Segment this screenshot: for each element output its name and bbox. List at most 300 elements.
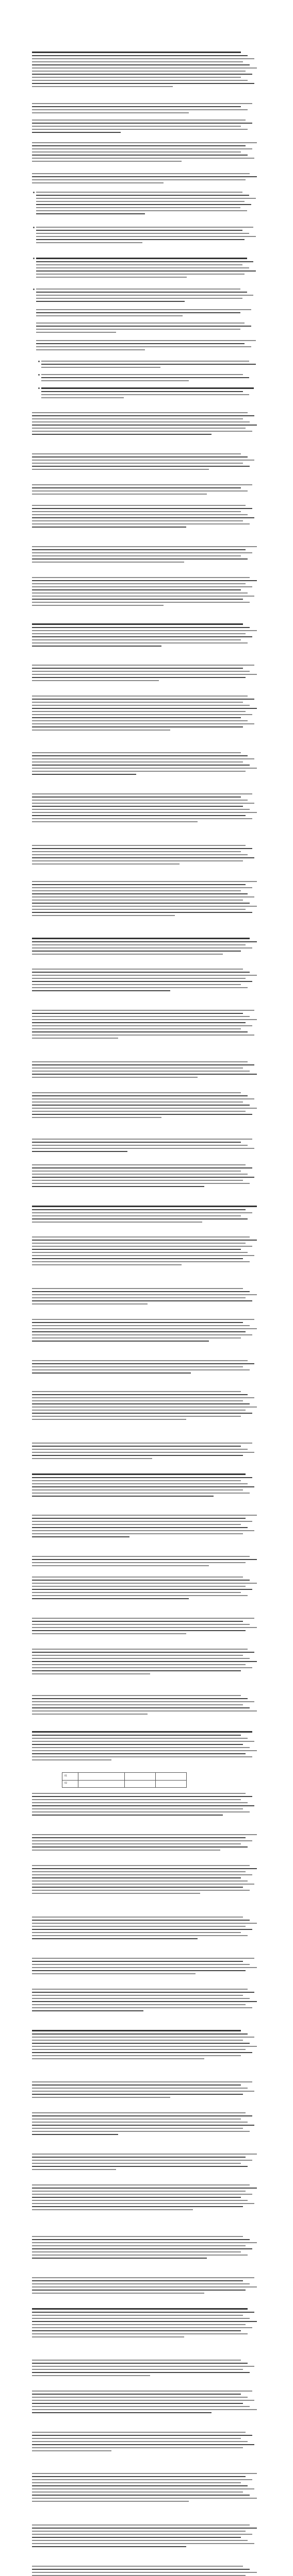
text-line (32, 1483, 248, 1484)
text-line (32, 508, 252, 509)
text-line (32, 1486, 254, 1487)
text-line (32, 1556, 250, 1557)
text-paragraph (32, 1865, 259, 1896)
text-line (32, 1297, 246, 1298)
text-paragraph (32, 2524, 259, 2549)
text-line (32, 103, 252, 104)
table-cell: 02 (64, 1782, 68, 1784)
text-line (32, 2119, 241, 2120)
text-line (32, 2412, 211, 2413)
text-line (36, 323, 245, 324)
text-line (32, 1410, 246, 1411)
text-line (32, 1212, 252, 1213)
text-paragraph (32, 1989, 259, 2013)
text-paragraph (32, 1618, 259, 1636)
text-line (32, 1834, 257, 1835)
text-line (32, 941, 257, 942)
text-line (32, 2360, 241, 2361)
text-line (32, 723, 254, 724)
text-line (32, 1850, 220, 1851)
text-line (32, 884, 246, 885)
text-line (32, 2531, 246, 2532)
text-line (32, 466, 250, 467)
text-line (32, 58, 254, 59)
text-line (32, 1618, 254, 1619)
text-line (32, 2286, 257, 2287)
text-line (32, 2432, 246, 2433)
text-paragraph (32, 142, 259, 164)
text-line (32, 2498, 257, 2499)
text-line (36, 312, 240, 313)
text-line (32, 580, 257, 581)
text-paragraph (36, 323, 258, 335)
text-line (32, 1064, 254, 1065)
text-line (32, 1586, 246, 1587)
text-line (32, 1923, 257, 1924)
text-paragraph (32, 1443, 259, 1461)
text-line (32, 1877, 241, 1878)
text-line (32, 1661, 257, 1662)
text-line (36, 192, 242, 193)
text-paragraph (32, 484, 259, 497)
text-line (32, 1139, 252, 1140)
text-line (32, 1288, 243, 1289)
text-line (32, 1970, 246, 1971)
text-paragraph (32, 2184, 259, 2212)
text-paragraph (32, 1834, 259, 1853)
text-line (32, 2366, 254, 2367)
text-paragraph (32, 1958, 259, 1976)
text-line (32, 984, 241, 985)
text-paragraph (32, 173, 259, 185)
text-paragraph (32, 546, 259, 565)
list-bullet (38, 374, 40, 376)
text-line (32, 1016, 250, 1017)
text-line (32, 1419, 186, 1420)
text-line (32, 80, 248, 81)
text-line (32, 1710, 257, 1711)
text-line (32, 2277, 254, 2278)
text-line (32, 2242, 257, 2243)
text-line (32, 173, 250, 174)
text-line (32, 951, 241, 952)
text-line (32, 2435, 252, 2436)
text-line (32, 633, 246, 634)
text-line (32, 1019, 257, 1020)
text-line (32, 1337, 241, 1338)
text-line (32, 1577, 243, 1578)
text-line (32, 1958, 254, 1959)
text-line (32, 800, 248, 801)
text-line (32, 109, 248, 110)
text-line (32, 2488, 254, 2489)
text-line (32, 1105, 250, 1106)
text-line (41, 364, 256, 365)
text-line (32, 711, 246, 712)
text-paragraph (32, 1473, 259, 1499)
text-paragraph (36, 258, 258, 280)
text-line (36, 258, 247, 259)
text-line (32, 1893, 200, 1894)
text-line (32, 1222, 202, 1223)
text-line (32, 86, 173, 87)
text-line (32, 2540, 248, 2541)
text-paragraph (32, 1319, 259, 1344)
text-line (32, 954, 223, 955)
text-line (32, 142, 257, 143)
text-line (36, 201, 245, 202)
text-line (32, 806, 243, 807)
text-line (32, 1741, 254, 1742)
text-paragraph (32, 2566, 259, 2576)
table-column-divider (124, 1773, 125, 1787)
text-paragraph (32, 412, 259, 437)
text-line (32, 2203, 254, 2204)
text-line (32, 646, 161, 647)
text-line (32, 1397, 254, 1398)
text-line (32, 1621, 243, 1622)
text-line (32, 1738, 248, 1739)
text-line (32, 1455, 243, 1456)
text-line (32, 2534, 252, 2535)
text-line (32, 1843, 241, 1844)
text-line (32, 1303, 148, 1304)
text-line (32, 2122, 248, 2123)
text-line (32, 1938, 198, 1939)
text-line (32, 2312, 254, 2313)
text-paragraph (32, 505, 259, 530)
text-line (32, 179, 246, 180)
text-line (32, 1077, 198, 1078)
text-line (36, 301, 185, 302)
text-line (32, 469, 209, 470)
text-line (32, 558, 248, 560)
text-line (32, 677, 246, 678)
text-line (32, 1174, 248, 1175)
text-line (32, 123, 252, 124)
text-line (32, 752, 241, 753)
text-line (32, 2184, 250, 2185)
text-line (41, 377, 249, 378)
text-line (32, 1530, 254, 1531)
text-line (32, 793, 252, 794)
text-line (32, 520, 243, 521)
text-line (32, 1701, 254, 1702)
text-line (36, 343, 245, 344)
text-line (32, 1884, 254, 1885)
text-line (32, 1802, 248, 1803)
text-line (32, 412, 248, 413)
text-line (32, 1559, 257, 1560)
text-line (32, 418, 243, 419)
text-line (32, 887, 252, 888)
text-line (32, 2239, 250, 2240)
text-line (32, 2441, 248, 2442)
text-line (32, 758, 254, 759)
text-line (32, 2293, 204, 2294)
text-line (36, 207, 240, 208)
text-line (32, 2154, 257, 2155)
text-line (32, 2447, 243, 2448)
text-line (32, 1493, 250, 1494)
text-line (32, 1714, 148, 1715)
text-line (32, 1658, 250, 1659)
text-line (32, 2438, 241, 2439)
text-line (32, 912, 252, 913)
text-line (32, 1300, 252, 1301)
text-line (32, 1811, 250, 1812)
text-line (32, 415, 254, 416)
text-line (32, 1258, 243, 1259)
text-paragraph (32, 2236, 259, 2261)
text-line (32, 549, 246, 550)
text-line (32, 903, 250, 904)
text-line (32, 1243, 246, 1244)
text-line (32, 1369, 250, 1370)
text-line (32, 909, 246, 910)
text-line (32, 2524, 250, 2526)
text-line (32, 1961, 243, 1962)
text-line (32, 851, 241, 852)
text-paragraph (32, 2154, 259, 2172)
text-line (32, 2081, 252, 2082)
text-line (36, 204, 251, 205)
text-paragraph (36, 192, 258, 216)
text-line (32, 552, 252, 553)
text-line (32, 1291, 250, 1292)
text-line (32, 2318, 250, 2319)
text-line (32, 1735, 241, 1736)
text-paragraph (32, 1164, 259, 1189)
text-line (32, 1759, 111, 1760)
text-line (32, 1704, 243, 1705)
text-line (36, 340, 256, 341)
text-line (32, 1171, 241, 1172)
text-line (32, 987, 248, 988)
text-line (32, 978, 246, 979)
text-line (32, 2495, 250, 2496)
text-line (32, 2197, 241, 2198)
text-line (32, 990, 170, 991)
text-line (32, 61, 243, 62)
text-line (36, 210, 247, 211)
text-line (32, 2280, 243, 2281)
text-line (32, 2400, 254, 2401)
text-line (32, 680, 159, 681)
text-line (32, 1449, 248, 1450)
text-line (36, 230, 242, 231)
text-line (32, 726, 243, 727)
text-line (32, 1808, 243, 1809)
text-line (32, 1061, 248, 1062)
text-line (32, 1652, 254, 1653)
text-line (32, 1148, 254, 1149)
text-line (32, 490, 248, 492)
text-line (32, 1114, 252, 1115)
text-line (32, 158, 254, 159)
list-bullet (33, 192, 35, 193)
text-line (32, 863, 180, 865)
text-paragraph (32, 845, 259, 867)
text-line (32, 2166, 248, 2167)
text-paragraph (32, 2360, 259, 2378)
text-line (32, 1255, 254, 1256)
text-line (32, 494, 207, 495)
text-line (32, 1871, 246, 1872)
text-line (32, 708, 257, 709)
text-paragraph (41, 387, 258, 400)
text-line (32, 2479, 252, 2480)
text-line (32, 1177, 254, 1178)
text-paragraph (32, 103, 259, 115)
text-line (36, 267, 249, 268)
text-line (32, 2251, 241, 2252)
text-line (36, 329, 240, 330)
text-line (32, 428, 246, 429)
text-line (32, 592, 248, 594)
text-line (32, 151, 241, 152)
text-line (32, 2566, 243, 2567)
text-line (41, 380, 189, 381)
text-line (32, 2043, 250, 2044)
text-paragraph (32, 1731, 259, 1762)
text-line (32, 665, 254, 666)
text-line (32, 969, 243, 970)
text-paragraph (32, 1206, 259, 1225)
text-line (32, 586, 252, 587)
text-line (32, 1215, 241, 1216)
text-line (32, 1562, 246, 1563)
text-paragraph (41, 361, 258, 370)
text-line (32, 2327, 252, 2328)
text-line (32, 2476, 246, 2477)
text-line (32, 421, 250, 422)
text-line (32, 1874, 252, 1875)
text-line (32, 1670, 241, 1671)
text-line (32, 2482, 241, 2483)
text-line (32, 1992, 254, 1993)
text-line (32, 705, 250, 706)
text-line (32, 696, 248, 697)
text-line (32, 514, 248, 515)
text-line (32, 112, 189, 113)
text-line (32, 1667, 252, 1668)
text-line (32, 668, 243, 669)
text-line (32, 803, 254, 804)
list-bullet (33, 258, 35, 259)
text-line (32, 972, 250, 973)
text-line (32, 55, 248, 56)
text-line (32, 848, 252, 849)
text-line (32, 1108, 257, 1109)
text-line (32, 1837, 246, 1838)
text-paragraph (32, 52, 259, 89)
text-line (36, 292, 247, 293)
text-line (32, 2258, 207, 2259)
text-line (32, 505, 246, 506)
text-paragraph (41, 374, 258, 383)
text-line (32, 1025, 252, 1026)
text-line (32, 2097, 170, 2098)
text-line (32, 1261, 250, 1262)
text-paragraph (32, 665, 259, 683)
text-line (32, 768, 257, 769)
text-line (32, 161, 182, 162)
text-line (32, 714, 252, 715)
text-line (32, 1793, 246, 1794)
text-line (32, 2058, 204, 2059)
text-line (32, 67, 257, 69)
text-line (32, 71, 246, 72)
text-line (32, 1627, 257, 1628)
text-line (32, 975, 257, 976)
text-paragraph (32, 696, 259, 733)
text-line (32, 1334, 252, 1335)
text-line (32, 771, 246, 772)
text-line (32, 1868, 257, 1869)
text-line (32, 2191, 246, 2192)
text-line (32, 1698, 248, 1699)
text-line (36, 270, 256, 272)
text-line (41, 361, 249, 362)
text-paragraph (36, 289, 258, 304)
text-line (32, 1524, 241, 1525)
table-column-divider (155, 1773, 156, 1787)
text-line (32, 1747, 250, 1748)
text-line (32, 2055, 241, 2056)
text-line (32, 1695, 241, 1696)
text-line (41, 367, 160, 368)
text-line (32, 605, 164, 606)
text-paragraph (32, 120, 259, 135)
text-line (32, 1964, 250, 1965)
text-line (32, 2501, 189, 2502)
text-line (32, 1518, 246, 1519)
text-line (32, 765, 250, 766)
text-line (32, 2188, 257, 2189)
text-line (32, 487, 241, 488)
text-line (32, 1206, 257, 1207)
text-line (32, 1236, 250, 1238)
text-line (32, 1865, 250, 1866)
text-paragraph (32, 623, 259, 649)
text-line (32, 120, 246, 121)
text-line (32, 2369, 243, 2370)
text-paragraph (32, 1010, 259, 1041)
text-line (32, 1164, 246, 1165)
text-line (32, 1452, 254, 1453)
text-line (32, 463, 243, 464)
text-line (32, 1246, 252, 1247)
text-line (32, 1446, 241, 1447)
text-line (32, 2160, 252, 2161)
text-line (32, 555, 241, 556)
text-line (32, 2001, 257, 2002)
text-line (32, 2128, 243, 2129)
text-line (32, 1932, 241, 1933)
text-paragraph (32, 1288, 259, 1307)
text-line (32, 2200, 248, 2201)
text-line (32, 2397, 248, 2398)
text-line (32, 1496, 214, 1497)
text-line (32, 1322, 243, 1323)
text-paragraph (32, 453, 259, 472)
text-line (32, 1731, 252, 1733)
text-line (32, 2125, 254, 2126)
text-line (36, 274, 245, 275)
text-line (32, 857, 254, 858)
text-line (32, 1935, 248, 1936)
